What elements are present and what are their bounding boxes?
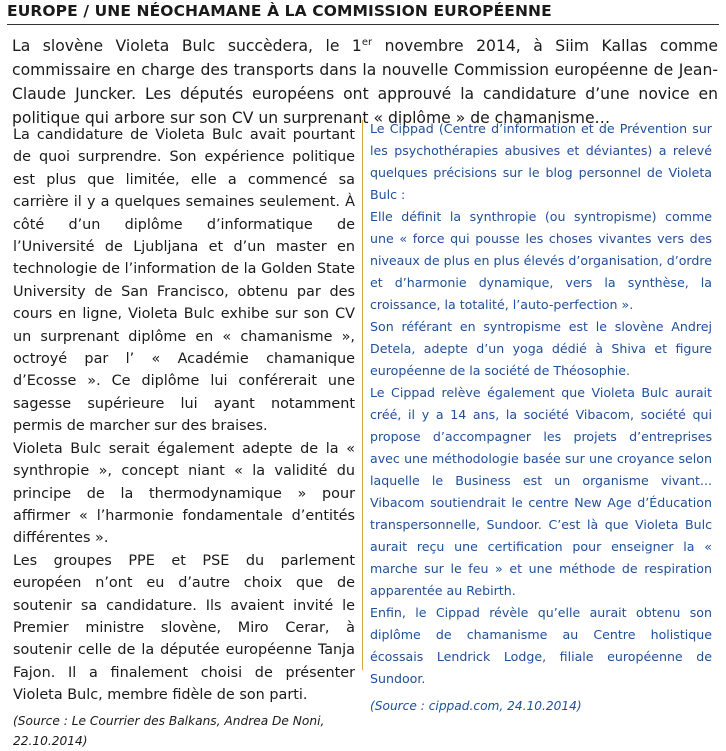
column-divider xyxy=(362,120,363,670)
right-paragraph-4: Le Cippad relève également que Violeta Bulc aurait créé, il y a 14 ans, la société Vibacom, société qui propose d’accompagner les projets d’entreprises avec une méthodologie basée sur une croyance selon laquelle le Business est un organisme vivant... Vibacom soutiendrait le centre New Age d’Éducation transpersonnelle, Sundoor. C’est là que Violeta Bulc aurait reçu une certification pour enseigner la « marche sur le feu » et une méthode de respiration apparentée au Rebirth. xyxy=(370,385,712,598)
right-column-sidebar xyxy=(370,118,712,716)
left-source: (Source : Le Courrier des Balkans, Andrea De Noni, 22.10.2014) xyxy=(13,713,325,748)
intro-text-rest: novembre 2014, à Siim Kallas comme commissaire en charge des transports dans la nouvelle Commission européenne de Jean-Claude Juncker. Les députés européens ont approuvé la candidature d’une novice en politique qui arbore sur son CV un surprenant « diplôme » de chamanisme… xyxy=(12,37,718,127)
left-paragraph-2: Violeta Bulc serait également adepte de la « synthropie », concept niant « la validité du principe de la thermodynamique » pour affirmer « l’harmonie fondamentale d’entités différentes ». xyxy=(13,440,355,547)
intro-text-start: La slovène Violeta Bulc succèdera, le 1 xyxy=(12,37,362,55)
title-rule xyxy=(7,24,719,25)
right-source: (Source : cippad.com, 24.10.2014) xyxy=(370,699,582,713)
right-paragraph-3: Son référant en syntropisme est le slovène Andrej Detela, adepte d’un yoga dédié à Shiva et figure européenne de la société de Théosophie. xyxy=(370,319,712,378)
intro-superscript: er xyxy=(361,36,373,48)
left-column xyxy=(13,124,355,751)
article-title: EUROPE / UNE NÉOCHAMANE À LA COMMISSION EUROPÉENNE xyxy=(7,2,552,20)
left-paragraph-3: Les groupes PPE et PSE du parlement européen n’ont eu d’autre choix que de soutenir sa candidature. Ils avaient invité le Premier ministre slovène, Miro Cerar, à soutenir celle de la députée européenne Tanja Fajon. Il a finalement choisi de présenter Violeta Bulc, membre fidèle de son parti. xyxy=(13,552,355,704)
intro-paragraph xyxy=(12,34,718,130)
right-paragraph-5: Enfin, le Cippad révèle qu’elle aurait obtenu son diplôme de chamanisme au Centre holistique écossais Lendrick Lodge, filiale européenne de Sundoor. xyxy=(370,605,712,686)
right-paragraph-1: Le Cippad (Centre d’information et de Prévention sur les psychothérapies abusives et déviantes) a relevé quelques précisions sur le blog personnel de Violeta Bulc : xyxy=(370,121,712,202)
right-paragraph-2: Elle définit la synthropie (ou syntropisme) comme une « force qui pousse les choses vivantes vers des niveaux de plus en plus élevés d’organisation, d’ordre et d’harmonie dynamique, vers la synthèse, la croissance, la totalité, l’auto-perfection ». xyxy=(370,209,712,312)
left-paragraph-1: La candidature de Violeta Bulc avait pourtant de quoi surprendre. Son expérience politique est plus que limitée, elle a commencé sa carrière il y a quelques semaines seulement. À côté d’un diplôme d’informatique de l’Université de Ljubljana et d’un master en technologie de l’information de la Golden State University de San Francisco, obtenu par des cours en ligne, Violeta Bulc exhibe sur son CV un surprenant diplôme en « chamanisme », octroyé par l’ « Académie chamanique d’Ecosse ». Ce diplôme lui conférerait une sagesse supérieure lui ayant notamment permis de marcher sur des braises. xyxy=(13,127,355,435)
